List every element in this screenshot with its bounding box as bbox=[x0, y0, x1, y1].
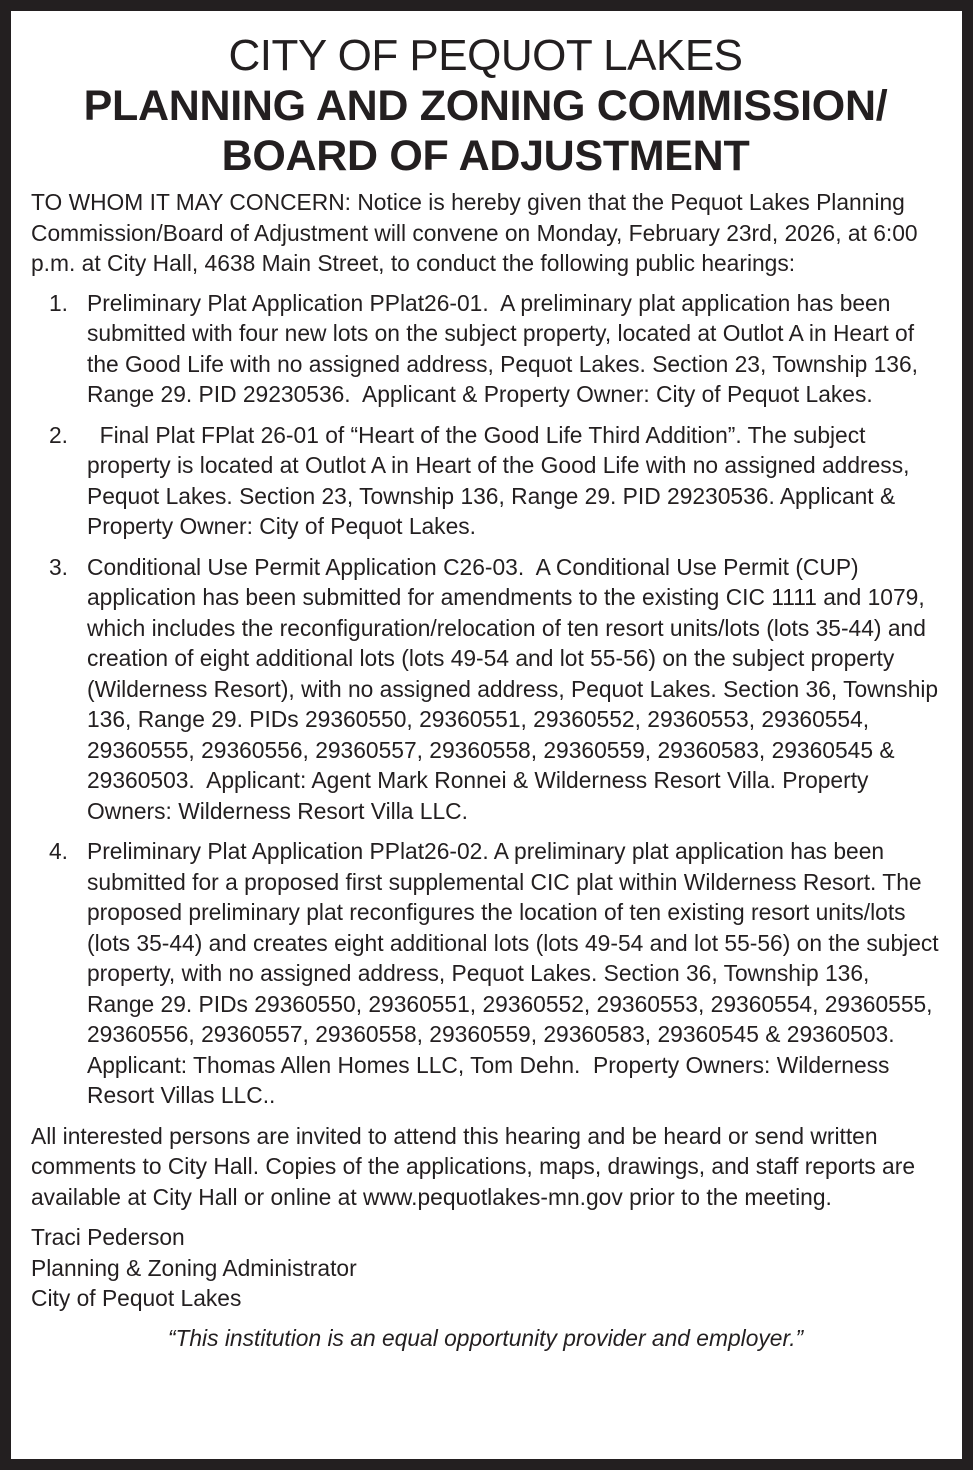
commission-title-line1: PLANNING AND ZONING COMMISSION/ bbox=[83, 82, 888, 130]
equal-opportunity-statement: “This institution is an equal opportunity provider and employer.” bbox=[167, 1324, 804, 1351]
list-item-text: Final Plat FPlat 26-01 of “Heart of the Good Life Third Addition”. The subject property is located at Outlot A in Heart of the Good Life with no assigned address, Pequot Lakes. Section 23, Township 136, Range 29. PID 29230536. Applicant & Property Owner: City of Pequot Lakes. bbox=[87, 421, 916, 539]
signature-name: Traci Pederson bbox=[31, 1224, 185, 1250]
list-item-text: Preliminary Plat Application PPlat26-01. A preliminary plat application has been submitted with four new lots on the subject property, located at Outlot A in Heart of the Good Life with no assigned address, Pequot Lakes. Section 23, Township 136, Range 29. PID 29230536. Applicant & Property Owner: City of Pequot Lakes. bbox=[87, 289, 925, 407]
closing-paragraph: All interested persons are invited to attend this hearing and be heard or send written comments to City Hall. Copies of the applications, maps, drawings, and staff reports are available at City Hall or online at www.pequotlakes-mn.gov prior to the meeting. bbox=[31, 1122, 916, 1210]
signature-organization: City of Pequot Lakes bbox=[31, 1285, 242, 1311]
list-item-number: 4. bbox=[49, 838, 69, 864]
signature-title: Planning & Zoning Administrator bbox=[31, 1254, 357, 1281]
list-item bbox=[31, 420, 940, 542]
list-item bbox=[31, 836, 945, 1111]
hearing-list bbox=[31, 288, 945, 1111]
city-title: CITY OF PEQUOT LAKES bbox=[228, 31, 743, 80]
list-item-text: Conditional Use Permit Application C26-03. A Conditional Use Permit (CUP) application has been submitted for amendments to the existing CIC 1111 and 1079, which includes the reconfiguration/relocation of ten resort units/lots (lots 35-44) and creation of eight additional lots (lots 49-54 and lot 55-56) on the subject property (Wilderness Resort), with no assigned address, Pequot Lakes. Section 36, Township 136, Range 29. PIDs 29360550, 29360551, 29360552, 29360553, 29360554, 29360555, 29360556, 29360557, 29360558, 29360559, 29360583, 29360545 & 29360503. Applicant: Agent Mark Ronnei & Wilderness Resort Villa. Property Owners: Wilderness Resort Villa LLC. bbox=[87, 553, 945, 824]
commission-title-line2: BOARD OF ADJUSTMENT bbox=[221, 132, 750, 180]
list-item-number: 3. bbox=[49, 553, 69, 580]
list-item-text: Preliminary Plat Application PPlat26-02. A preliminary plat application has been submitted for a proposed first supplemental CIC plat within Wilderness Resort. The proposed preliminary plat reconfigures the location of ten existing resort units/lots (lots 35-44) and creates eight additional lots (lots 49-54 and lot 55-56) on the subject property, with no assigned address, Pequot Lakes. Section 36, Township 136, Range 29. PIDs 29360550, 29360551, 29360552, 29360553, 29360554, 29360555, 29360556, 29360557, 29360558, 29360559, 29360583, 29360545 & 29360503. Applicant: Thomas Allen Homes LLC, Tom Dehn. Property Owners: Wilderness Resort Villas LLC.. bbox=[87, 838, 945, 1108]
intro-paragraph: TO WHOM IT MAY CONCERN: Notice is hereby given that the Pequot Lakes Planning Commission/Board of Adjustment will convene on Monday, February 23rd, 2026, at 6:00 p.m. at City Hall, 4638 Main Street, to conduct the following public hearings: bbox=[31, 189, 918, 276]
list-item-number: 1. bbox=[49, 289, 69, 316]
signature-block bbox=[31, 1222, 940, 1314]
list-item bbox=[31, 288, 940, 410]
list-item-number: 2. bbox=[49, 421, 69, 448]
list-item bbox=[31, 552, 945, 827]
